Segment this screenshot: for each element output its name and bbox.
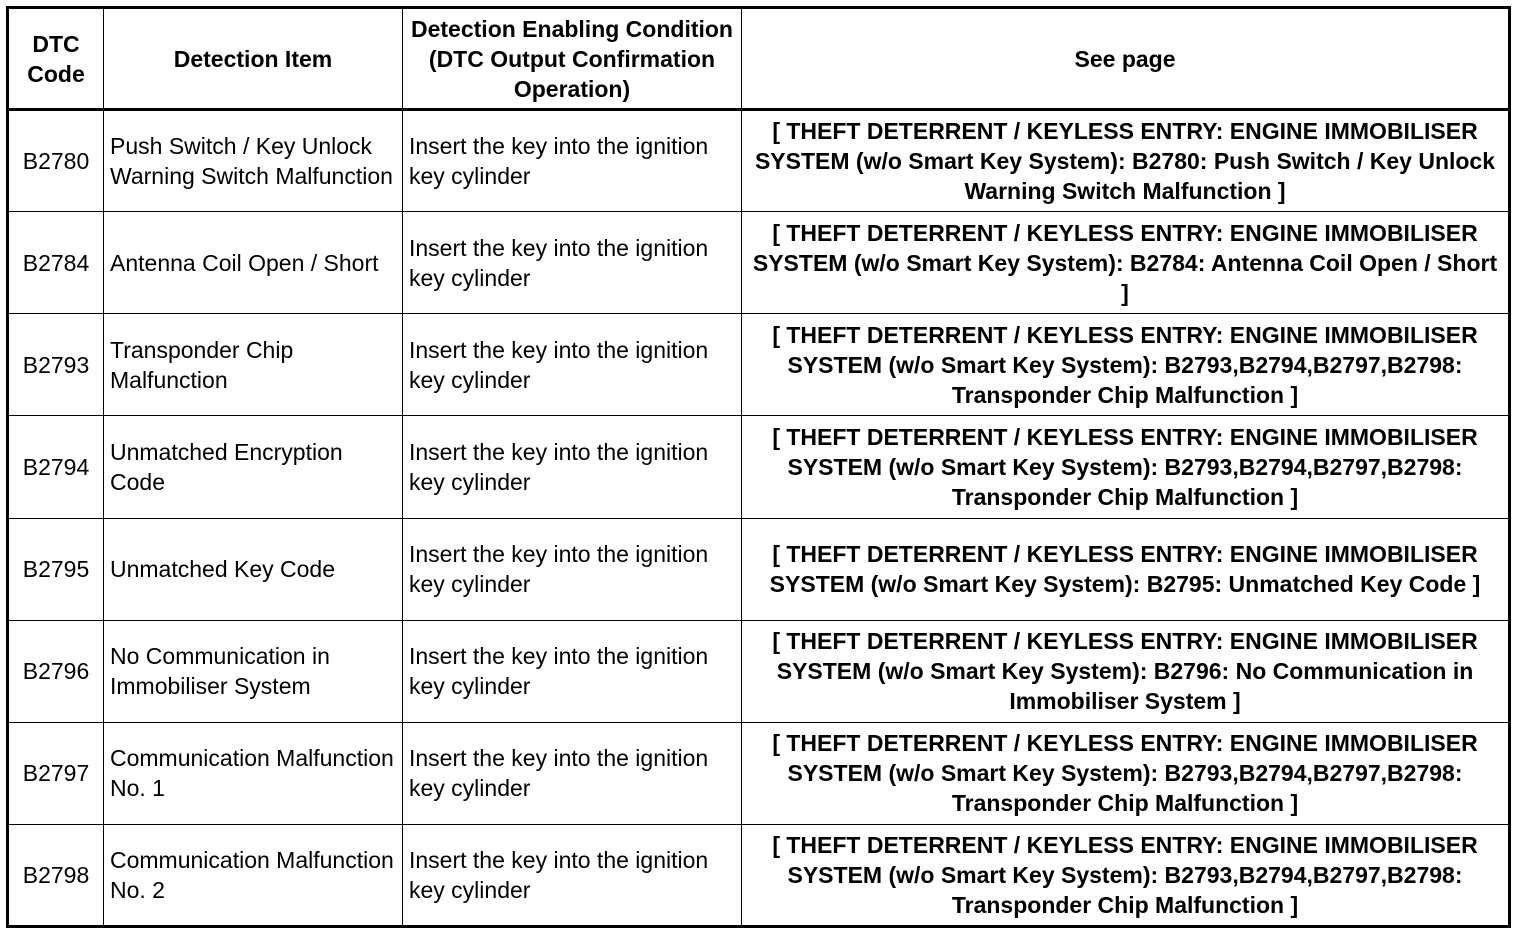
see-page-link[interactable]: [ THEFT DETERRENT / KEYLESS ENTRY: ENGINE IMMOBILISER SYSTEM (w/o Smart Key System): B2793,B2794,B2797,B2798: Transponder Chip Malfunction ] — [742, 314, 1510, 416]
dtc-code-cell: B2780 — [8, 110, 104, 212]
see-page-link[interactable]: [ THEFT DETERRENT / KEYLESS ENTRY: ENGINE IMMOBILISER SYSTEM (w/o Smart Key System): B2793,B2794,B2797,B2798: Transponder Chip Malfunction ] — [742, 824, 1510, 926]
header-detection-item: Detection Item — [104, 8, 403, 110]
table-row — [8, 620, 1510, 722]
detection-item-cell: Antenna Coil Open / Short — [104, 212, 403, 314]
dtc-table — [6, 6, 1511, 928]
table-row — [8, 110, 1510, 212]
see-page-link[interactable]: [ THEFT DETERRENT / KEYLESS ENTRY: ENGINE IMMOBILISER SYSTEM (w/o Smart Key System): B2780: Push Switch / Key Unlock Warning Switch Malfunction ] — [742, 110, 1510, 212]
see-page-link[interactable]: [ THEFT DETERRENT / KEYLESS ENTRY: ENGINE IMMOBILISER SYSTEM (w/o Smart Key System): B2793,B2794,B2797,B2798: Transponder Chip Malfunction ] — [742, 722, 1510, 824]
dtc-code-cell: B2784 — [8, 212, 104, 314]
detection-item-cell: Push Switch / Key Unlock Warning Switch Malfunction — [104, 110, 403, 212]
header-see-page: See page — [742, 8, 1510, 110]
table-row — [8, 518, 1510, 620]
detection-item-cell: Transponder Chip Malfunction — [104, 314, 403, 416]
enabling-condition-cell: Insert the key into the ignition key cylinder — [403, 110, 742, 212]
table-body — [8, 110, 1510, 927]
enabling-condition-cell: Insert the key into the ignition key cylinder — [403, 416, 742, 518]
dtc-code-cell: B2798 — [8, 824, 104, 926]
detection-item-cell: Unmatched Encryption Code — [104, 416, 403, 518]
enabling-condition-cell: Insert the key into the ignition key cylinder — [403, 722, 742, 824]
table-row — [8, 314, 1510, 416]
detection-item-cell: Unmatched Key Code — [104, 518, 403, 620]
table-header — [8, 8, 1510, 110]
enabling-condition-cell: Insert the key into the ignition key cylinder — [403, 518, 742, 620]
header-enabling-condition: Detection Enabling Condition (DTC Output Confirmation Operation) — [403, 8, 742, 110]
table-row — [8, 416, 1510, 518]
dtc-code-cell: B2793 — [8, 314, 104, 416]
table-row — [8, 212, 1510, 314]
enabling-condition-cell: Insert the key into the ignition key cylinder — [403, 824, 742, 926]
enabling-condition-cell: Insert the key into the ignition key cylinder — [403, 314, 742, 416]
header-dtc-code: DTC Code — [8, 8, 104, 110]
see-page-link[interactable]: [ THEFT DETERRENT / KEYLESS ENTRY: ENGINE IMMOBILISER SYSTEM (w/o Smart Key System): B2796: No Communication in Immobiliser System ] — [742, 620, 1510, 722]
see-page-link[interactable]: [ THEFT DETERRENT / KEYLESS ENTRY: ENGINE IMMOBILISER SYSTEM (w/o Smart Key System): B2793,B2794,B2797,B2798: Transponder Chip Malfunction ] — [742, 416, 1510, 518]
dtc-code-cell: B2796 — [8, 620, 104, 722]
table-row — [8, 824, 1510, 926]
header-row — [8, 8, 1510, 110]
see-page-link[interactable]: [ THEFT DETERRENT / KEYLESS ENTRY: ENGINE IMMOBILISER SYSTEM (w/o Smart Key System): B2795: Unmatched Key Code ] — [742, 518, 1510, 620]
see-page-link[interactable]: [ THEFT DETERRENT / KEYLESS ENTRY: ENGINE IMMOBILISER SYSTEM (w/o Smart Key System): B2784: Antenna Coil Open / Short ] — [742, 212, 1510, 314]
detection-item-cell: Communication Malfunction No. 2 — [104, 824, 403, 926]
dtc-code-cell: B2794 — [8, 416, 104, 518]
detection-item-cell: No Communication in Immobiliser System — [104, 620, 403, 722]
table-row — [8, 722, 1510, 824]
dtc-code-cell: B2797 — [8, 722, 104, 824]
enabling-condition-cell: Insert the key into the ignition key cylinder — [403, 212, 742, 314]
dtc-code-cell: B2795 — [8, 518, 104, 620]
detection-item-cell: Communication Malfunction No. 1 — [104, 722, 403, 824]
enabling-condition-cell: Insert the key into the ignition key cylinder — [403, 620, 742, 722]
